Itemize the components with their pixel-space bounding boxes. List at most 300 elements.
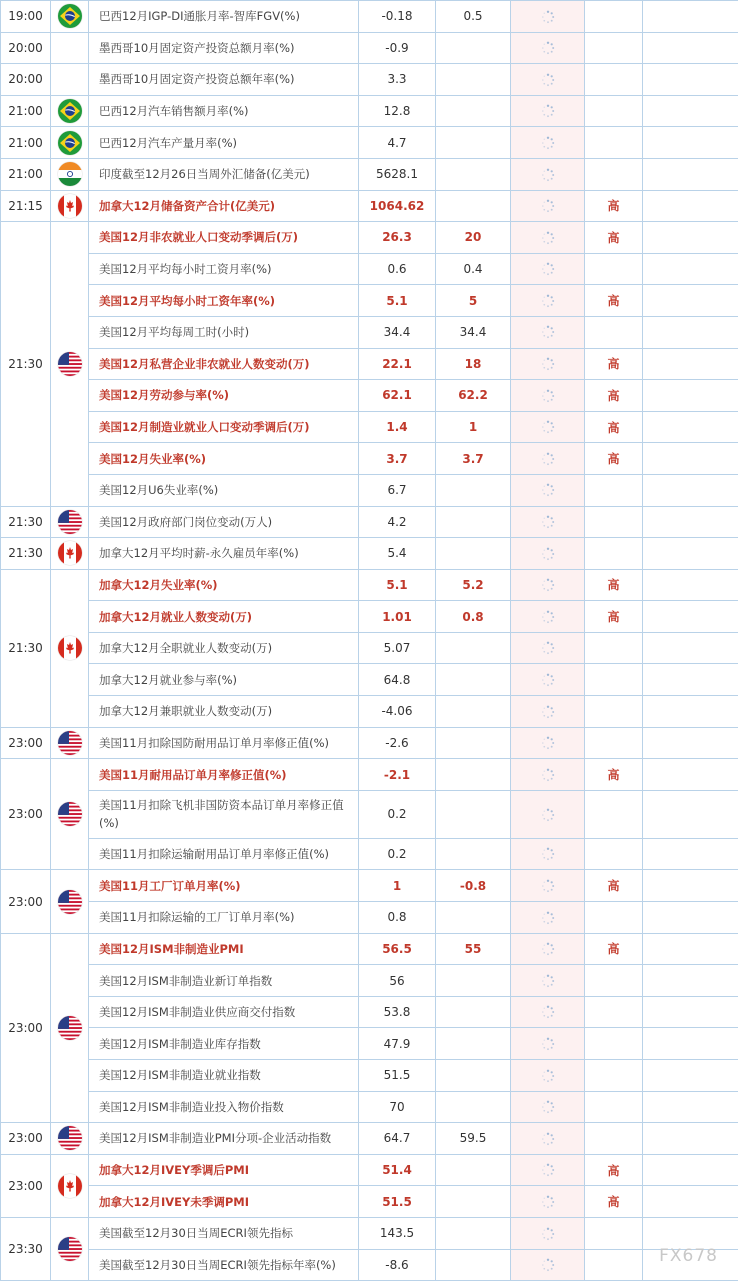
forecast-value <box>436 696 511 728</box>
extra-cell <box>643 316 738 348</box>
extra-cell <box>643 474 738 506</box>
extra-cell <box>643 838 738 870</box>
actual-value-loading <box>511 158 585 190</box>
actual-value-loading <box>511 1091 585 1123</box>
importance-badge: 高 <box>585 933 643 965</box>
indicator-name[interactable]: 美国12月U6失业率(%) <box>89 474 359 506</box>
forecast-value <box>436 664 511 696</box>
table-row[interactable] <box>1 158 738 190</box>
loading-spinner-icon <box>541 230 555 244</box>
indicator-name[interactable]: 美国12月ISM非制造业就业指数 <box>89 1060 359 1092</box>
flag-cell <box>51 190 89 222</box>
flag-cell <box>51 1154 89 1217</box>
usa-flag-icon <box>58 731 82 755</box>
forecast-value <box>436 790 511 838</box>
extra-cell <box>643 632 738 664</box>
table-row[interactable] <box>1 1091 738 1123</box>
importance-badge: 高 <box>585 411 643 443</box>
indicator-name[interactable]: 美国11月扣除运输的工厂订单月率(%) <box>89 902 359 934</box>
time-cell: 23:00 <box>1 933 51 1123</box>
actual-value-loading <box>511 443 585 475</box>
extra-cell <box>643 996 738 1028</box>
forecast-value: 0.8 <box>436 601 511 633</box>
actual-value-loading <box>511 996 585 1028</box>
table-row[interactable] <box>1 1060 738 1092</box>
indicator-name[interactable]: 美国12月失业率(%) <box>89 443 359 475</box>
forecast-value <box>436 158 511 190</box>
table-row[interactable] <box>1 569 738 601</box>
previous-value: 70 <box>359 1091 436 1123</box>
forecast-value <box>436 1060 511 1092</box>
table-row[interactable] <box>1 1 738 33</box>
indicator-name[interactable]: 加拿大12月IVEY季调后PMI <box>89 1154 359 1186</box>
table-row[interactable] <box>1 474 738 506</box>
canada-flag-icon <box>58 541 82 565</box>
previous-value: 51.5 <box>359 1060 436 1092</box>
forecast-value: 1 <box>436 411 511 443</box>
loading-spinner-icon <box>541 847 555 861</box>
table-row[interactable] <box>1 727 738 759</box>
extra-cell <box>643 1 738 33</box>
actual-value-loading <box>511 759 585 791</box>
indicator-name[interactable]: 美国截至12月30日当周ECRI领先指标年率(%) <box>89 1249 359 1281</box>
extra-cell <box>643 32 738 64</box>
loading-spinner-icon <box>541 9 555 23</box>
table-row[interactable] <box>1 316 738 348</box>
canada-flag-icon <box>58 636 82 660</box>
previous-value: -2.6 <box>359 727 436 759</box>
indicator-name[interactable]: 美国12月ISM非制造业新订单指数 <box>89 965 359 997</box>
forecast-value <box>436 1154 511 1186</box>
previous-value: 53.8 <box>359 996 436 1028</box>
extra-cell <box>643 158 738 190</box>
previous-value: 4.7 <box>359 127 436 159</box>
watermark: FX678 <box>659 1246 718 1266</box>
table-row[interactable] <box>1 1217 738 1249</box>
indicator-name[interactable]: 美国11月扣除飞机非国防资本品订单月率修正值(%) <box>89 790 359 838</box>
forecast-value <box>436 506 511 538</box>
time-cell: 23:00 <box>1 1154 51 1217</box>
extra-cell <box>643 411 738 443</box>
previous-value: 4.2 <box>359 506 436 538</box>
extra-cell <box>643 1060 738 1092</box>
importance-badge: 高 <box>585 759 643 791</box>
extra-cell <box>643 348 738 380</box>
previous-value: 1064.62 <box>359 190 436 222</box>
previous-value: 1 <box>359 870 436 902</box>
indicator-name[interactable]: 墨西哥10月固定资产投资总额月率(%) <box>89 32 359 64</box>
table-row[interactable] <box>1 285 738 317</box>
importance-badge <box>585 158 643 190</box>
extra-cell <box>643 569 738 601</box>
indicator-name[interactable]: 美国12月制造业就业人口变动季调后(万) <box>89 411 359 443</box>
actual-value-loading <box>511 933 585 965</box>
table-row[interactable] <box>1 1186 738 1218</box>
table-row[interactable] <box>1 95 738 127</box>
loading-spinner-icon <box>541 72 555 86</box>
previous-value: 51.4 <box>359 1154 436 1186</box>
flag-cell <box>51 1123 89 1155</box>
table-row[interactable] <box>1 933 738 965</box>
loading-spinner-icon <box>541 199 555 213</box>
indicator-name[interactable]: 美国12月政府部门岗位变动(万人) <box>89 506 359 538</box>
loading-spinner-icon <box>541 515 555 529</box>
forecast-value: 3.7 <box>436 443 511 475</box>
extra-cell <box>643 127 738 159</box>
indicator-name[interactable]: 美国12月平均每周工时(小时) <box>89 316 359 348</box>
importance-badge <box>585 996 643 1028</box>
extra-cell <box>643 1091 738 1123</box>
actual-value-loading <box>511 32 585 64</box>
forecast-value: 0.5 <box>436 1 511 33</box>
indicator-name[interactable]: 美国11月扣除运输耐用品订单月率修正值(%) <box>89 838 359 870</box>
extra-cell <box>643 601 738 633</box>
table-row[interactable] <box>1 380 738 412</box>
previous-value: 12.8 <box>359 95 436 127</box>
usa-flag-icon <box>58 802 82 826</box>
actual-value-loading <box>511 95 585 127</box>
actual-value-loading <box>511 64 585 96</box>
indicator-name[interactable]: 加拿大12月平均时薪-永久雇员年率(%) <box>89 538 359 570</box>
actual-value-loading <box>511 411 585 443</box>
indicator-name[interactable]: 巴西12月IGP-DI通胀月率-智库FGV(%) <box>89 1 359 33</box>
importance-badge <box>585 32 643 64</box>
forecast-value <box>436 32 511 64</box>
flag-cell <box>51 64 89 96</box>
actual-value-loading <box>511 253 585 285</box>
loading-spinner-icon <box>541 293 555 307</box>
table-row[interactable] <box>1 902 738 934</box>
loading-spinner-icon <box>541 483 555 497</box>
forecast-value: 20 <box>436 222 511 254</box>
extra-cell <box>643 538 738 570</box>
actual-value-loading <box>511 870 585 902</box>
actual-value-loading <box>511 838 585 870</box>
table-row[interactable] <box>1 601 738 633</box>
extra-cell <box>643 1186 738 1218</box>
loading-spinner-icon <box>541 807 555 821</box>
forecast-value <box>436 1249 511 1281</box>
extra-cell <box>643 285 738 317</box>
actual-value-loading <box>511 1028 585 1060</box>
table-row[interactable] <box>1 538 738 570</box>
previous-value: 22.1 <box>359 348 436 380</box>
table-row[interactable] <box>1 1154 738 1186</box>
importance-badge: 高 <box>585 1154 643 1186</box>
flag-cell <box>51 95 89 127</box>
flag-cell <box>51 933 89 1123</box>
usa-flag-icon <box>58 352 82 376</box>
importance-badge: 高 <box>585 222 643 254</box>
table-row[interactable] <box>1 222 738 254</box>
usa-flag-icon <box>58 1237 82 1261</box>
table-row[interactable] <box>1 1249 738 1281</box>
table-row[interactable] <box>1 965 738 997</box>
indicator-name[interactable]: 美国12月私营企业非农就业人数变动(万) <box>89 348 359 380</box>
previous-value: 0.2 <box>359 790 436 838</box>
actual-value-loading <box>511 601 585 633</box>
previous-value: -4.06 <box>359 696 436 728</box>
importance-badge <box>585 1028 643 1060</box>
extra-cell <box>643 506 738 538</box>
flag-cell <box>51 569 89 727</box>
importance-badge: 高 <box>585 601 643 633</box>
importance-badge: 高 <box>585 285 643 317</box>
flag-cell <box>51 1 89 33</box>
time-cell: 20:00 <box>1 32 51 64</box>
indicator-name[interactable]: 美国12月平均每小时工资年率(%) <box>89 285 359 317</box>
table-row[interactable] <box>1 348 738 380</box>
forecast-value <box>436 996 511 1028</box>
loading-spinner-icon <box>541 1100 555 1114</box>
table-row[interactable] <box>1 1028 738 1060</box>
extra-cell <box>643 933 738 965</box>
loading-spinner-icon <box>541 1226 555 1240</box>
forecast-value <box>436 474 511 506</box>
forecast-value <box>436 127 511 159</box>
previous-value: 26.3 <box>359 222 436 254</box>
indicator-name[interactable]: 加拿大12月失业率(%) <box>89 569 359 601</box>
previous-value: -0.9 <box>359 32 436 64</box>
indicator-name[interactable]: 美国11月工厂订单月率(%) <box>89 870 359 902</box>
importance-badge <box>585 965 643 997</box>
brazil-flag-icon <box>58 131 82 155</box>
table-row[interactable] <box>1 411 738 443</box>
actual-value-loading <box>511 222 585 254</box>
usa-flag-icon <box>58 510 82 534</box>
loading-spinner-icon <box>541 704 555 718</box>
table-row[interactable] <box>1 870 738 902</box>
indicator-name[interactable]: 加拿大12月全职就业人数变动(万) <box>89 632 359 664</box>
indicator-name[interactable]: 墨西哥10月固定资产投资总额年率(%) <box>89 64 359 96</box>
actual-value-loading <box>511 902 585 934</box>
actual-value-loading <box>511 538 585 570</box>
table-row[interactable] <box>1 253 738 285</box>
loading-spinner-icon <box>541 609 555 623</box>
indicator-name[interactable]: 美国12月ISM非制造业供应商交付指数 <box>89 996 359 1028</box>
loading-spinner-icon <box>541 388 555 402</box>
table-row[interactable] <box>1 664 738 696</box>
indicator-name[interactable]: 美国12月ISM非制造业PMI <box>89 933 359 965</box>
time-cell: 21:30 <box>1 538 51 570</box>
forecast-value <box>436 632 511 664</box>
table-row[interactable] <box>1 1123 738 1155</box>
time-cell: 21:30 <box>1 569 51 727</box>
forecast-value <box>436 64 511 96</box>
importance-badge: 高 <box>585 870 643 902</box>
indicator-name[interactable]: 加拿大12月IVEY未季调PMI <box>89 1186 359 1218</box>
loading-spinner-icon <box>541 167 555 181</box>
indicator-name[interactable]: 美国12月非农就业人口变动季调后(万) <box>89 222 359 254</box>
time-cell: 20:00 <box>1 64 51 96</box>
actual-value-loading <box>511 696 585 728</box>
loading-spinner-icon <box>541 736 555 750</box>
table-row[interactable] <box>1 696 738 728</box>
forecast-value <box>436 538 511 570</box>
importance-badge <box>585 127 643 159</box>
loading-spinner-icon <box>541 262 555 276</box>
previous-value: 56.5 <box>359 933 436 965</box>
usa-flag-icon <box>58 1126 82 1150</box>
forecast-value <box>436 95 511 127</box>
loading-spinner-icon <box>541 546 555 560</box>
brazil-flag-icon <box>58 4 82 28</box>
importance-badge <box>585 664 643 696</box>
extra-cell <box>643 64 738 96</box>
extra-cell <box>643 1123 738 1155</box>
actual-value-loading <box>511 1060 585 1092</box>
importance-badge <box>585 696 643 728</box>
importance-badge <box>585 1123 643 1155</box>
extra-cell <box>643 95 738 127</box>
forecast-value: 55 <box>436 933 511 965</box>
extra-cell <box>643 696 738 728</box>
importance-badge <box>585 632 643 664</box>
loading-spinner-icon <box>541 1163 555 1177</box>
loading-spinner-icon <box>541 325 555 339</box>
table-row[interactable] <box>1 190 738 222</box>
forecast-value: -0.8 <box>436 870 511 902</box>
previous-value: 3.3 <box>359 64 436 96</box>
previous-value: 0.8 <box>359 902 436 934</box>
table-row[interactable] <box>1 996 738 1028</box>
actual-value-loading <box>511 1186 585 1218</box>
importance-badge: 高 <box>585 190 643 222</box>
indicator-name[interactable]: 美国11月扣除国防耐用品订单月率修正值(%) <box>89 727 359 759</box>
loading-spinner-icon <box>541 41 555 55</box>
canada-flag-icon <box>58 194 82 218</box>
table-row[interactable] <box>1 443 738 475</box>
forecast-value <box>436 902 511 934</box>
indicator-name[interactable]: 加拿大12月兼职就业人数变动(万) <box>89 696 359 728</box>
indicator-name[interactable]: 巴西12月汽车销售额月率(%) <box>89 95 359 127</box>
importance-badge <box>585 727 643 759</box>
loading-spinner-icon <box>541 910 555 924</box>
actual-value-loading <box>511 285 585 317</box>
importance-badge <box>585 1249 643 1281</box>
actual-value-loading <box>511 1154 585 1186</box>
table-row[interactable] <box>1 32 738 64</box>
indicator-name[interactable]: 美国截至12月30日当周ECRI领先指标 <box>89 1217 359 1249</box>
indicator-name[interactable]: 巴西12月汽车产量月率(%) <box>89 127 359 159</box>
forecast-value <box>436 1091 511 1123</box>
table-row[interactable] <box>1 64 738 96</box>
indicator-name[interactable]: 美国12月ISM非制造业投入物价指数 <box>89 1091 359 1123</box>
extra-cell <box>643 759 738 791</box>
table-row[interactable] <box>1 759 738 791</box>
brazil-flag-icon <box>58 99 82 123</box>
previous-value: 64.7 <box>359 1123 436 1155</box>
forecast-value: 62.2 <box>436 380 511 412</box>
extra-cell <box>643 902 738 934</box>
extra-cell <box>643 790 738 838</box>
actual-value-loading <box>511 727 585 759</box>
extra-cell <box>643 380 738 412</box>
table-row[interactable] <box>1 790 738 838</box>
extra-cell <box>643 727 738 759</box>
table-row[interactable] <box>1 838 738 870</box>
previous-value: 143.5 <box>359 1217 436 1249</box>
extra-cell <box>643 1217 738 1249</box>
indicator-name[interactable]: 加拿大12月就业参与率(%) <box>89 664 359 696</box>
forecast-value <box>436 838 511 870</box>
extra-cell <box>643 1028 738 1060</box>
forecast-value: 18 <box>436 348 511 380</box>
flag-cell <box>51 538 89 570</box>
actual-value-loading <box>511 316 585 348</box>
forecast-value: 5.2 <box>436 569 511 601</box>
loading-spinner-icon <box>541 420 555 434</box>
forecast-value: 34.4 <box>436 316 511 348</box>
forecast-value <box>436 727 511 759</box>
actual-value-loading <box>511 1 585 33</box>
actual-value-loading <box>511 506 585 538</box>
actual-value-loading <box>511 474 585 506</box>
loading-spinner-icon <box>541 1036 555 1050</box>
indicator-name[interactable]: 印度截至12月26日当周外汇储备(亿美元) <box>89 158 359 190</box>
importance-badge <box>585 316 643 348</box>
importance-badge: 高 <box>585 443 643 475</box>
actual-value-loading <box>511 127 585 159</box>
previous-value: 51.5 <box>359 1186 436 1218</box>
indicator-name[interactable]: 美国12月劳动参与率(%) <box>89 380 359 412</box>
time-cell: 23:00 <box>1 870 51 933</box>
previous-value: -2.1 <box>359 759 436 791</box>
flag-cell <box>51 127 89 159</box>
usa-flag-icon <box>58 1016 82 1040</box>
importance-badge <box>585 902 643 934</box>
previous-value: -8.6 <box>359 1249 436 1281</box>
indicator-name[interactable]: 美国12月ISM非制造业库存指数 <box>89 1028 359 1060</box>
loading-spinner-icon <box>541 135 555 149</box>
extra-cell <box>643 1154 738 1186</box>
previous-value: 56 <box>359 965 436 997</box>
previous-value: 62.1 <box>359 380 436 412</box>
actual-value-loading <box>511 1123 585 1155</box>
indicator-name[interactable]: 加拿大12月就业人数变动(万) <box>89 601 359 633</box>
previous-value: 5.1 <box>359 285 436 317</box>
extra-cell <box>643 190 738 222</box>
flag-cell <box>51 1217 89 1280</box>
importance-badge <box>585 506 643 538</box>
indicator-name[interactable]: 美国12月ISM非制造业PMI分项-企业活动指数 <box>89 1123 359 1155</box>
table-row[interactable] <box>1 632 738 664</box>
extra-cell <box>643 870 738 902</box>
table-row[interactable] <box>1 127 738 159</box>
importance-badge <box>585 538 643 570</box>
time-cell: 23:00 <box>1 759 51 870</box>
actual-value-loading <box>511 1249 585 1281</box>
previous-value: 6.7 <box>359 474 436 506</box>
indicator-name[interactable]: 加拿大12月储备资产合计(亿美元) <box>89 190 359 222</box>
importance-badge <box>585 95 643 127</box>
time-cell: 21:00 <box>1 95 51 127</box>
flag-cell <box>51 32 89 64</box>
table-row[interactable] <box>1 506 738 538</box>
forecast-value: 59.5 <box>436 1123 511 1155</box>
importance-badge <box>585 790 643 838</box>
forecast-value <box>436 759 511 791</box>
time-cell: 23:00 <box>1 1123 51 1155</box>
importance-badge <box>585 1217 643 1249</box>
indicator-name[interactable]: 美国12月平均每小时工资月率(%) <box>89 253 359 285</box>
loading-spinner-icon <box>541 641 555 655</box>
loading-spinner-icon <box>541 1005 555 1019</box>
indicator-name[interactable]: 美国11月耐用品订单月率修正值(%) <box>89 759 359 791</box>
actual-value-loading <box>511 348 585 380</box>
importance-badge: 高 <box>585 1186 643 1218</box>
usa-flag-icon <box>58 890 82 914</box>
